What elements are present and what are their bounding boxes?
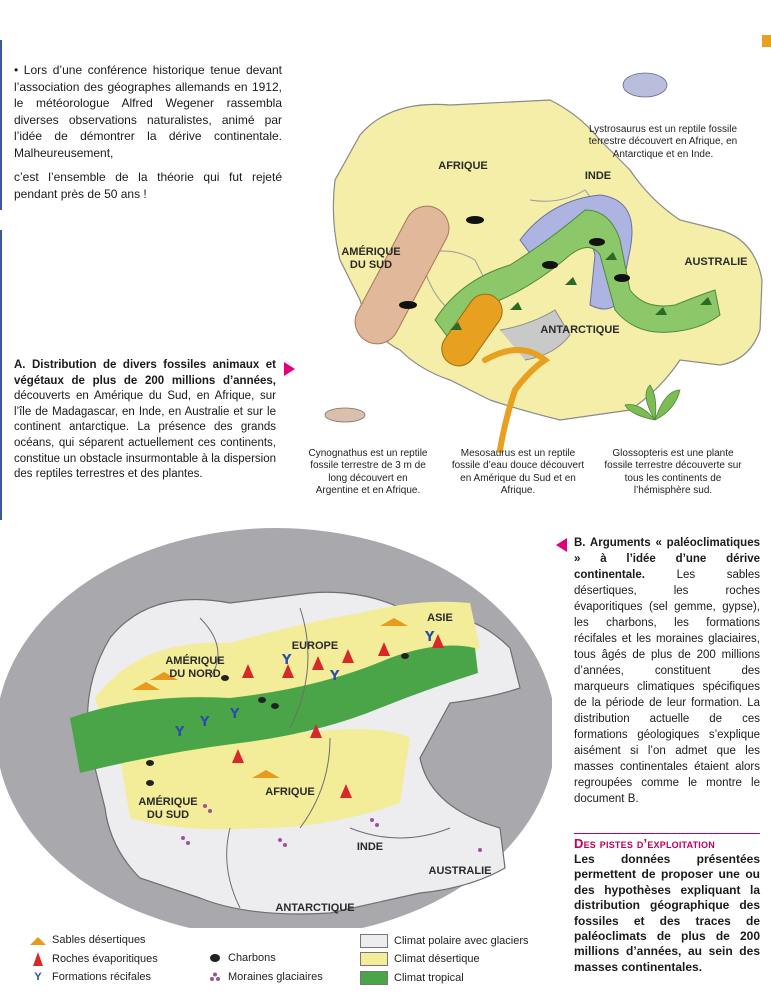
intro-paragraph xyxy=(14,62,282,202)
label-inde-b: INDE xyxy=(356,841,384,853)
legend-roches: Roches évaporitiques xyxy=(30,952,158,966)
label-afrique-b: AFRIQUE xyxy=(265,786,315,798)
label-europe: EUROPE xyxy=(291,640,339,652)
caption-a-title: A. Distribution de divers fossiles animaux et végétaux de plus de 200 millions d’années, xyxy=(14,359,276,387)
label-australie-b: AUSTRALIE xyxy=(428,865,492,877)
label-australie: AUSTRALIE xyxy=(684,256,748,268)
label-asie: ASIE xyxy=(427,612,453,624)
caption-a xyxy=(14,358,276,483)
margin-rule xyxy=(0,40,2,210)
label-afrique: AFRIQUE xyxy=(438,160,488,172)
legend-polaire: Climat polaire avec glaciers xyxy=(360,934,529,948)
moraine-icon xyxy=(208,972,222,982)
caption-b-title: B. Arguments « paléoclimatiques » à l’idée d’une dérive continentale. xyxy=(574,537,760,581)
reef-mark: Y xyxy=(230,707,240,722)
evaporite-icon xyxy=(30,952,46,966)
caption-b xyxy=(574,535,760,807)
caption-mesosaurus: Mesosaurus est un reptile fossile d’eau douce découvert en Amérique du Sud et en Afrique. xyxy=(451,448,585,497)
map-legend xyxy=(30,934,550,994)
legend-charbons: Charbons xyxy=(208,952,276,964)
intro-text-2: c’est l’ensemble de la théorie qui fut rejeté pendant près de 50 ans ! xyxy=(14,170,282,201)
label-antarctique: ANTARCTIQUE xyxy=(540,324,620,336)
margin-rule xyxy=(0,230,2,520)
legend-tropical: Climat tropical xyxy=(360,971,464,985)
caption-b-arrow-icon xyxy=(556,538,567,552)
caption-a-arrow-icon xyxy=(284,362,295,376)
caption-a-body: découverts en Amérique du Sud, en Afrique, sur l’île de Madagascar, en Inde, en Australie et sur le continent antarctique. La présence des grands océans, qui séparent actuellement ces continents, constitue un obstacle insurmontable à la dispersion des reptiles terrestres et des plantes. xyxy=(14,390,276,481)
label-amerique-nord-line1: AMÉRIQUE xyxy=(165,655,225,667)
label-amerique-sud-line1: AMÉRIQUE xyxy=(341,246,401,258)
sand-icon xyxy=(30,935,46,945)
pistes-body: Les données présentées permettent de proposer une ou des hypothèses expliquant la distribution géographique des fossiles et des traces de paléoclimats de plus de 200 millions d’années, au sein des masses continentales. xyxy=(574,852,760,974)
intro-text-1: • Lors d’une conférence historique tenue devant l’association des géographes allemands en 1912, le météorologue Alfred Wegener rassembla diverses observations naturalistes, animé par l’idée de démontrer la dérive continentale. Malheureusement, xyxy=(14,63,282,160)
pistes-title: Des pistes d’exploitation xyxy=(574,833,760,851)
legend-recif: Y Formations récifales xyxy=(30,971,151,983)
tropical-swatch xyxy=(360,971,388,985)
caption-lystrosaurus: Lystrosaurus est un reptile fossile terrestre découvert en Afrique, en Antarctique et en Inde. xyxy=(588,124,738,160)
legend-moraines: Moraines glaciaires xyxy=(208,971,323,983)
lystrosaurus-icon xyxy=(623,73,667,97)
desert-swatch xyxy=(360,952,388,966)
coal-icon xyxy=(208,953,222,963)
page-edge-marker xyxy=(762,35,771,47)
reef-mark: Y xyxy=(282,653,292,668)
caption-cynognathus: Cynognathus est un reptile fossile terrestre de 3 m de long découvert en Argentine et en Afrique. xyxy=(308,448,428,497)
label-amerique-sud-line2: DU SUD xyxy=(349,259,393,271)
reef-mark: Y xyxy=(200,715,210,730)
cynognathus-icon xyxy=(325,408,365,422)
caption-glossopteris: Glossopteris est une plante fossile terrestre découverte sur tous les continents de l’hémisphère sud. xyxy=(604,448,742,497)
reef-mark: Y xyxy=(330,669,340,684)
label-inde: INDE xyxy=(584,170,612,182)
reef-mark: Y xyxy=(175,725,185,740)
polar-swatch xyxy=(360,934,388,948)
caption-b-body: Les sables désertiques, les roches évaporitiques (sel gemme, gypse), les charbons, les formations récifales et les moraines glaciaires, tous âgés de plus de 200 millions d’années, constituent des marqueurs climatiques spécifiques de la période de leur formation. La distribution actuelle de ces formations géologiques s’explique aisément si l’on admet que les masses continentales étaient alors regroupées comme le montre le document B. xyxy=(574,569,760,805)
reef-mark: Y xyxy=(425,630,435,645)
label-amerique-sud-b-line2: DU SUD xyxy=(146,809,190,821)
reef-icon: Y xyxy=(34,971,42,983)
legend-desertique: Climat désertique xyxy=(360,952,480,966)
label-antarctique-b: ANTARCTIQUE xyxy=(275,902,355,914)
legend-sables: Sables désertiques xyxy=(30,934,146,946)
label-amerique-nord-line2: DU NORD xyxy=(169,668,221,680)
label-amerique-sud-b-line1: AMÉRIQUE xyxy=(138,796,198,808)
